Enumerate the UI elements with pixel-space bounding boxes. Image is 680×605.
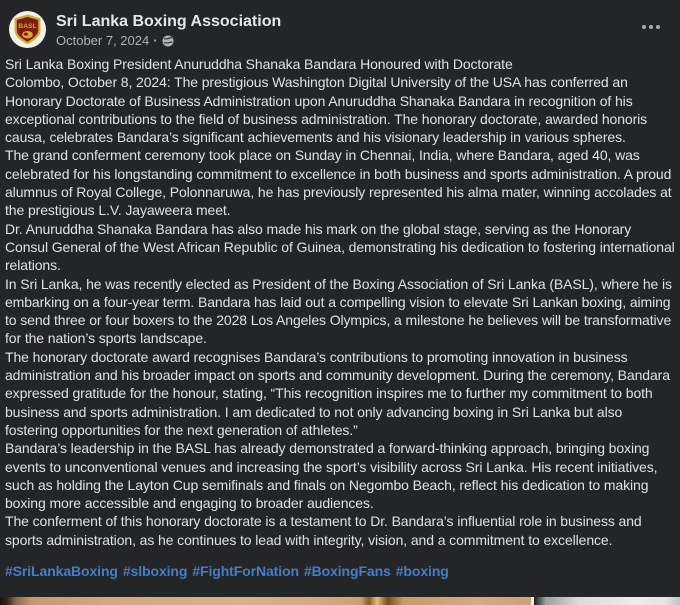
hashtag-link[interactable]: #SriLankaBoxing	[5, 563, 118, 580]
hashtag-link[interactable]: #FightForNation	[192, 563, 299, 580]
header-info	[56, 12, 281, 48]
hashtag-row	[5, 562, 676, 580]
post-timestamp[interactable]: October 7, 2024	[56, 32, 150, 48]
globe-icon	[162, 35, 174, 47]
hashtag-link[interactable]: #BoxingFans	[303, 563, 391, 580]
hashtag-link[interactable]: #boxing	[395, 563, 449, 580]
hashtag-link[interactable]: #slboxing	[122, 563, 188, 580]
post-paragraph: Bandara’s leadership in the BASL has already demonstrated a forward-thinking approach, bringing boxing events to unconventional venues and increasing the sport’s visibility across Sri Lanka. His recent initiatives, such as holding the Layton Cup semifinals and finals on Negombo Beach, reflect his dedication to making boxing more accessible and engaging to broader audiences.	[5, 440, 658, 512]
page-name-link[interactable]: Sri Lanka Boxing Association	[56, 12, 282, 30]
post-paragraph: Dr. Anuruddha Shanaka Bandara has also made his mark on the global stage, serving as the Honorary Consul General of the West African Republic of Guinea, demonstrating his dedication to fostering international relations.	[5, 220, 675, 274]
ellipsis-icon	[642, 25, 646, 29]
post-header	[0, 0, 680, 52]
attached-photo-2[interactable]	[534, 597, 680, 605]
avatar-shield-text: BASL	[18, 22, 37, 30]
attached-photos-row	[0, 597, 680, 605]
page-avatar[interactable]	[9, 11, 46, 48]
basl-shield-logo	[9, 11, 46, 48]
post-paragraph: The conferment of this honorary doctorate is a testament to Dr. Bandara’s influential role in business and sports administration, as he continues to lead with integrity, vision, and a commitment to excellence.	[5, 513, 642, 548]
post-paragraph: The honorary doctorate award recognises Bandara’s contributions to promoting innovation in business administration and his broader impact on sports and community development. During the ceremony, Bandara expressed gratitude for the honour, stating, “This recognition inspires me to further my commitment to both business and sports administration. I am dedicated to not only advancing boxing in Sri Lanka but also fostering opportunities for the next generation of athletes.”	[5, 348, 670, 438]
post-paragraph: In Sri Lanka, he was recently elected as President of the Boxing Association of Sri Lanka (BASL), where he is embarking on a four-year term. Bandara has laid out a compelling vision to elevate Sri Lankan boxing, aiming to send three or four boxers to the 2028 Los Angeles Olympics, a milestone he believes will be transformative for the nation’s sports landscape.	[5, 275, 672, 347]
more-options-button[interactable]	[634, 19, 668, 35]
meta-separator: ·	[153, 32, 158, 48]
post-paragraph: Colombo, October 8, 2024: The prestigious Washington Digital University of the USA has conferred an Honorary Doctorate of Business Administration upon Anuruddha Shanaka Bandara in recognition of his exceptional contributions to the field of business administration. The honorary doctorate, awarded honoris causa, celebrates Bandara’s significant achievements and his visionary leadership in various spheres.	[5, 74, 648, 146]
post-text	[0, 52, 680, 580]
post-meta	[56, 33, 281, 48]
post-paragraph: The grand conferment ceremony took place on Sunday in Chennai, India, where Bandara, aged 40, was celebrated for his longstanding commitment to excellence in both business and sports administration. A proud alumnus of Royal College, Polonnaruwa, he has previously represented his alma mater, winning accolades at the prestigious L.V. Jayaweera meet.	[5, 147, 672, 219]
attached-photo-1[interactable]	[0, 597, 531, 605]
post-paragraph: Sri Lanka Boxing President Anuruddha Shanaka Bandara Honoured with Doctorate	[5, 56, 513, 72]
